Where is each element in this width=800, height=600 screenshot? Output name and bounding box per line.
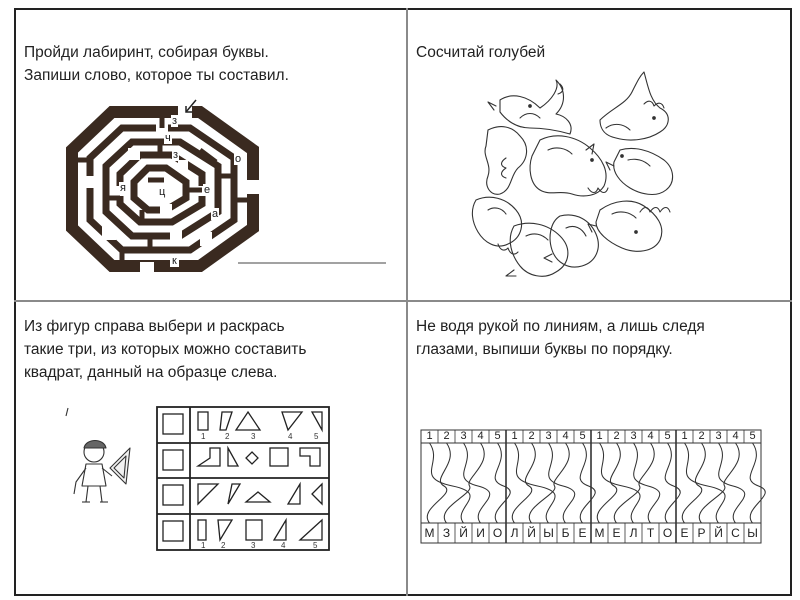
bottom-letter: Л	[629, 526, 638, 540]
header-number: 5	[664, 430, 671, 442]
header-number: 5	[579, 430, 586, 442]
header-number: 1	[426, 430, 433, 442]
tangled-line	[580, 443, 595, 523]
header-number: 3	[630, 430, 637, 442]
header-number: 1	[511, 430, 518, 442]
tangled-line	[515, 443, 556, 523]
tangled-line	[549, 443, 575, 523]
shapes-instruction-line2: такие три, из которых можно составить	[24, 341, 307, 358]
option-number: 4	[288, 432, 293, 441]
lines-instruction-line1: Не водя рукой по линиям, а лишь следя	[416, 318, 705, 335]
bottom-letter: Й	[714, 526, 723, 540]
tangled-line	[750, 443, 765, 523]
lines-instruction-line2: глазами, выпиши буквы по порядку.	[416, 341, 673, 358]
bottom-letter: О	[662, 526, 673, 540]
option-number: 3	[251, 541, 256, 550]
header-number: 4	[647, 430, 654, 442]
option-number: 2	[225, 432, 230, 441]
option-number: 1	[201, 541, 206, 550]
bottom-letter: Й	[527, 526, 536, 540]
bottom-letter: Е	[612, 526, 621, 540]
option-number: 2	[221, 541, 226, 550]
bottom-letter: Ы	[747, 526, 758, 540]
tangled-line	[685, 443, 726, 523]
bottom-letter: Л	[510, 526, 519, 540]
bottom-letter: Ы	[543, 526, 554, 540]
bottom-letter: М	[594, 526, 605, 540]
tangled-line	[430, 443, 471, 523]
header-number: 5	[494, 430, 501, 442]
tangled-line	[600, 443, 641, 523]
pigeons-instruction: Сосчитай голубей	[416, 44, 546, 61]
header-number: 4	[732, 430, 739, 442]
header-number: 1	[681, 430, 688, 442]
bottom-letter: Й	[459, 526, 468, 540]
maze-instruction-line2: Запиши слово, которое ты составил.	[24, 67, 289, 84]
header-number: 2	[443, 430, 450, 442]
maze-letter: а	[212, 208, 219, 220]
tangled-line	[665, 443, 680, 523]
shapes-instruction-line3: квадрат, данный на образце слева.	[24, 364, 278, 381]
maze-letter: я	[120, 182, 126, 194]
maze-letter: о	[235, 153, 242, 165]
tangled-line	[495, 443, 510, 523]
header-number: 3	[545, 430, 552, 442]
header-number: 2	[698, 430, 705, 442]
maze-letter: з	[173, 149, 179, 161]
header-number: 1	[596, 430, 603, 442]
header-number: 4	[562, 430, 569, 442]
bottom-letter: М	[424, 526, 435, 540]
header-number: 5	[749, 430, 756, 442]
option-number: 1	[201, 432, 206, 441]
bottom-letter: Б	[561, 526, 570, 540]
tangled-line	[719, 443, 745, 523]
maze-letter: е	[204, 184, 211, 196]
bottom-letter: О	[492, 526, 503, 540]
tangled-line	[464, 443, 490, 523]
shapes-instruction-line1: Из фигур справа выбери и раскрась	[24, 318, 285, 335]
maze-letter: ц	[159, 186, 166, 198]
header-number: 3	[715, 430, 722, 442]
tangled-line	[634, 443, 660, 523]
bottom-letter: Е	[680, 526, 689, 540]
option-number: 4	[281, 541, 286, 550]
maze-letter: ч	[165, 132, 171, 144]
maze-letter: к	[172, 255, 177, 267]
header-number: 4	[477, 430, 484, 442]
bottom-letter: С	[731, 526, 740, 540]
header-number: 3	[460, 430, 467, 442]
bottom-letter: Р	[697, 526, 706, 540]
header-number: 2	[528, 430, 535, 442]
bottom-letter: Е	[578, 526, 587, 540]
option-number: 3	[251, 432, 256, 441]
option-number: 5	[314, 432, 319, 441]
option-number: 5	[313, 541, 318, 550]
bottom-letter: З	[442, 526, 451, 540]
bottom-letter: Т	[646, 526, 655, 540]
maze-letter: з	[172, 115, 178, 127]
header-number: 2	[613, 430, 620, 442]
maze-instruction-line1: Пройди лабиринт, собирая буквы.	[24, 44, 269, 61]
bottom-letter: И	[476, 526, 485, 540]
